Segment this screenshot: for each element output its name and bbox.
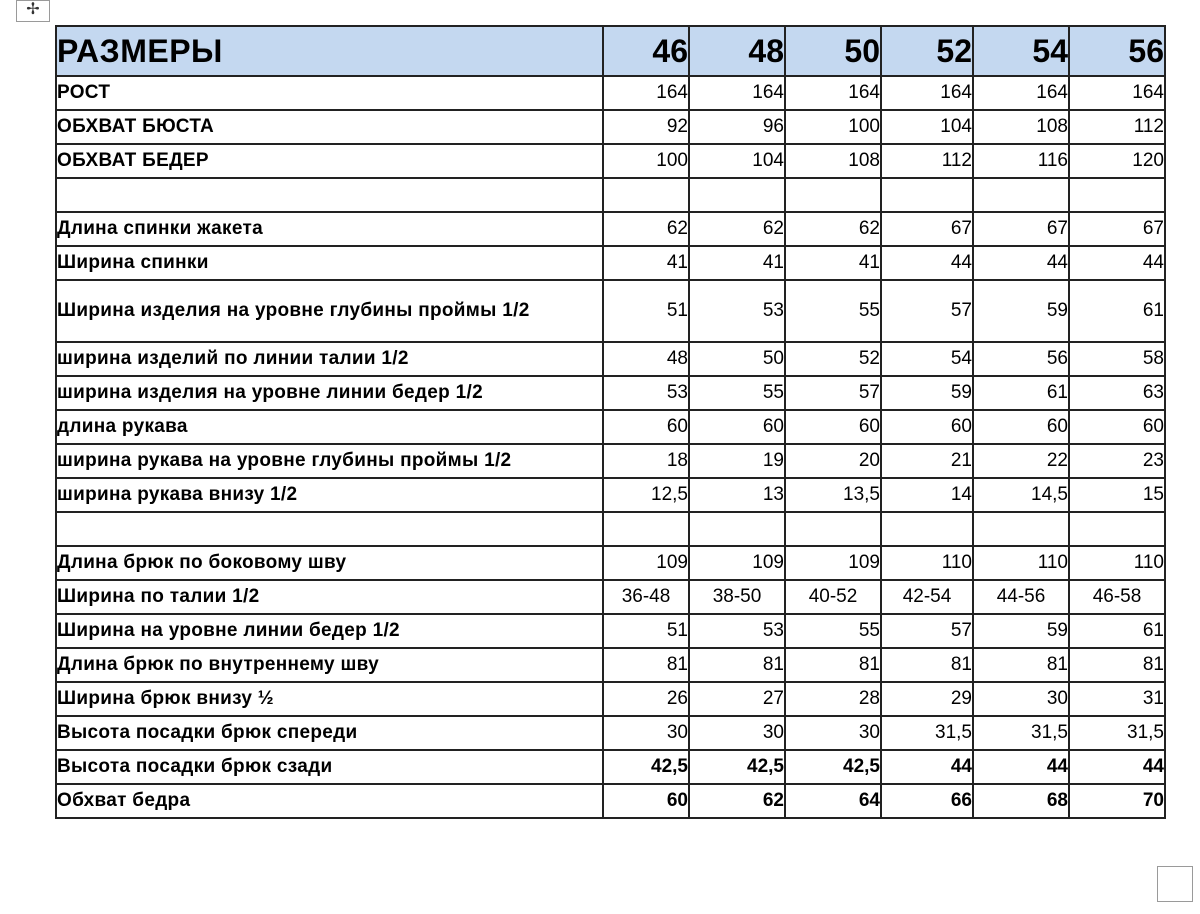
cell-value: 26: [603, 682, 689, 716]
row-label: [56, 178, 603, 212]
header-size: 54: [973, 26, 1069, 76]
cell-value: 44-56: [973, 580, 1069, 614]
table-row: [56, 546, 1165, 580]
row-label: Длина спинки жакета: [56, 212, 603, 246]
cell-value: 81: [973, 648, 1069, 682]
cell-value: 20: [785, 444, 881, 478]
cell-value: 109: [603, 546, 689, 580]
table-row: [56, 76, 1165, 110]
row-label: Ширина на уровне линии бедер 1/2: [56, 614, 603, 648]
cell-value: 44: [881, 750, 973, 784]
cell-value: 55: [785, 614, 881, 648]
cell-value: 38-50: [689, 580, 785, 614]
cell-value: 13: [689, 478, 785, 512]
cell-value: 67: [973, 212, 1069, 246]
cell-value: 60: [881, 410, 973, 444]
table-row: [56, 342, 1165, 376]
header-size: 48: [689, 26, 785, 76]
table-row: [56, 376, 1165, 410]
cell-value: 53: [689, 614, 785, 648]
cell-value: 18: [603, 444, 689, 478]
cell-value: 44: [881, 246, 973, 280]
cell-value: [689, 178, 785, 212]
row-label: Высота посадки брюк спереди: [56, 716, 603, 750]
table-row: [56, 512, 1165, 546]
cell-value: [973, 512, 1069, 546]
cell-value: 164: [881, 76, 973, 110]
cell-value: 57: [881, 614, 973, 648]
header-size: 56: [1069, 26, 1165, 76]
cell-value: 51: [603, 614, 689, 648]
cell-value: 48: [603, 342, 689, 376]
cell-value: 81: [881, 648, 973, 682]
cell-value: 30: [689, 716, 785, 750]
cell-value: 112: [881, 144, 973, 178]
table-row: [56, 246, 1165, 280]
cell-value: 164: [973, 76, 1069, 110]
cell-value: 64: [785, 784, 881, 818]
cell-value: 22: [973, 444, 1069, 478]
table-row: [56, 212, 1165, 246]
cell-value: 62: [689, 784, 785, 818]
row-label: длина рукава: [56, 410, 603, 444]
cell-value: 104: [689, 144, 785, 178]
header-size: 52: [881, 26, 973, 76]
row-label: ОБХВАТ БЕДЕР: [56, 144, 603, 178]
cell-value: 41: [603, 246, 689, 280]
cell-value: 164: [1069, 76, 1165, 110]
cell-value: 12,5: [603, 478, 689, 512]
cell-value: 60: [603, 784, 689, 818]
cell-value: 31,5: [1069, 716, 1165, 750]
table-row: [56, 580, 1165, 614]
header-size: 50: [785, 26, 881, 76]
cell-value: 164: [603, 76, 689, 110]
table-row: [56, 444, 1165, 478]
cell-value: [881, 512, 973, 546]
row-label: Обхват бедра: [56, 784, 603, 818]
cell-value: 44: [1069, 750, 1165, 784]
cell-value: 67: [881, 212, 973, 246]
cell-value: 57: [881, 280, 973, 342]
table-row: [56, 784, 1165, 818]
cell-value: 30: [973, 682, 1069, 716]
header-title: РАЗМЕРЫ: [56, 26, 603, 76]
table-move-handle[interactable]: [16, 0, 50, 22]
cell-value: 40-52: [785, 580, 881, 614]
table-row: [56, 144, 1165, 178]
table-row: [56, 478, 1165, 512]
cell-value: [603, 512, 689, 546]
table-resize-handle[interactable]: [1157, 866, 1193, 902]
row-label: Ширина спинки: [56, 246, 603, 280]
cell-value: 13,5: [785, 478, 881, 512]
cell-value: 27: [689, 682, 785, 716]
cell-value: 62: [603, 212, 689, 246]
cell-value: 81: [785, 648, 881, 682]
cell-value: 110: [1069, 546, 1165, 580]
header-size: 46: [603, 26, 689, 76]
cell-value: 31: [1069, 682, 1165, 716]
cell-value: 110: [973, 546, 1069, 580]
cell-value: 104: [881, 110, 973, 144]
cell-value: 120: [1069, 144, 1165, 178]
cell-value: 110: [881, 546, 973, 580]
row-label: ширина изделий по линии талии 1/2: [56, 342, 603, 376]
table-row: [56, 614, 1165, 648]
move-cross-icon: ✢: [26, 1, 40, 18]
cell-value: 15: [1069, 478, 1165, 512]
cell-value: [881, 178, 973, 212]
cell-value: 59: [973, 280, 1069, 342]
cell-value: 53: [603, 376, 689, 410]
cell-value: 67: [1069, 212, 1165, 246]
cell-value: 55: [689, 376, 785, 410]
cell-value: 59: [973, 614, 1069, 648]
table-row: [56, 648, 1165, 682]
row-label: Длина брюк по боковому шву: [56, 546, 603, 580]
cell-value: 44: [1069, 246, 1165, 280]
cell-value: [689, 512, 785, 546]
cell-value: [973, 178, 1069, 212]
table-row: [56, 682, 1165, 716]
cell-value: 164: [785, 76, 881, 110]
cell-value: 58: [1069, 342, 1165, 376]
table-row: [56, 716, 1165, 750]
cell-value: 30: [603, 716, 689, 750]
cell-value: 29: [881, 682, 973, 716]
cell-value: [785, 512, 881, 546]
row-label: ОБХВАТ БЮСТА: [56, 110, 603, 144]
cell-value: 81: [689, 648, 785, 682]
cell-value: 66: [881, 784, 973, 818]
cell-value: 62: [689, 212, 785, 246]
cell-value: 19: [689, 444, 785, 478]
cell-value: 23: [1069, 444, 1165, 478]
cell-value: [785, 178, 881, 212]
row-label: ширина рукава внизу 1/2: [56, 478, 603, 512]
row-label: Ширина изделия на уровне глубины проймы 1/2: [56, 280, 603, 342]
cell-value: 164: [689, 76, 785, 110]
cell-value: 36-48: [603, 580, 689, 614]
cell-value: 31,5: [973, 716, 1069, 750]
cell-value: 108: [973, 110, 1069, 144]
cell-value: 52: [785, 342, 881, 376]
cell-value: 60: [973, 410, 1069, 444]
cell-value: 44: [973, 750, 1069, 784]
cell-value: 63: [1069, 376, 1165, 410]
cell-value: 31,5: [881, 716, 973, 750]
row-label: Ширина брюк внизу ½: [56, 682, 603, 716]
cell-value: 41: [689, 246, 785, 280]
cell-value: 109: [785, 546, 881, 580]
cell-value: 14,5: [973, 478, 1069, 512]
cell-value: 60: [689, 410, 785, 444]
cell-value: 61: [973, 376, 1069, 410]
cell-value: 81: [603, 648, 689, 682]
cell-value: 60: [1069, 410, 1165, 444]
cell-value: 14: [881, 478, 973, 512]
table-row: [56, 410, 1165, 444]
cell-value: 60: [603, 410, 689, 444]
cell-value: 92: [603, 110, 689, 144]
cell-value: 59: [881, 376, 973, 410]
cell-value: 21: [881, 444, 973, 478]
cell-value: 112: [1069, 110, 1165, 144]
cell-value: 42-54: [881, 580, 973, 614]
cell-value: 60: [785, 410, 881, 444]
cell-value: 42,5: [603, 750, 689, 784]
cell-value: 53: [689, 280, 785, 342]
row-label: РОСТ: [56, 76, 603, 110]
table-row: [56, 178, 1165, 212]
cell-value: 44: [973, 246, 1069, 280]
cell-value: 41: [785, 246, 881, 280]
row-label: Высота посадки брюк сзади: [56, 750, 603, 784]
cell-value: 51: [603, 280, 689, 342]
cell-value: 30: [785, 716, 881, 750]
cell-value: 50: [689, 342, 785, 376]
cell-value: 61: [1069, 614, 1165, 648]
header-row: [56, 26, 1165, 76]
cell-value: [603, 178, 689, 212]
cell-value: 57: [785, 376, 881, 410]
cell-value: 68: [973, 784, 1069, 818]
table-row: [56, 110, 1165, 144]
size-table: [55, 25, 1166, 819]
row-label: [56, 512, 603, 546]
cell-value: 42,5: [689, 750, 785, 784]
cell-value: 100: [603, 144, 689, 178]
table-row: [56, 750, 1165, 784]
cell-value: [1069, 512, 1165, 546]
cell-value: 116: [973, 144, 1069, 178]
cell-value: 81: [1069, 648, 1165, 682]
cell-value: 54: [881, 342, 973, 376]
table-row: [56, 280, 1165, 342]
cell-value: 96: [689, 110, 785, 144]
row-label: Длина брюк по внутреннему шву: [56, 648, 603, 682]
row-label: ширина рукава на уровне глубины проймы 1/2: [56, 444, 603, 478]
cell-value: 61: [1069, 280, 1165, 342]
cell-value: 55: [785, 280, 881, 342]
row-label: ширина изделия на уровне линии бедер 1/2: [56, 376, 603, 410]
cell-value: 28: [785, 682, 881, 716]
cell-value: 62: [785, 212, 881, 246]
cell-value: 56: [973, 342, 1069, 376]
cell-value: 109: [689, 546, 785, 580]
cell-value: 100: [785, 110, 881, 144]
cell-value: 46-58: [1069, 580, 1165, 614]
cell-value: 42,5: [785, 750, 881, 784]
row-label: Ширина по талии 1/2: [56, 580, 603, 614]
cell-value: 108: [785, 144, 881, 178]
cell-value: 70: [1069, 784, 1165, 818]
cell-value: [1069, 178, 1165, 212]
